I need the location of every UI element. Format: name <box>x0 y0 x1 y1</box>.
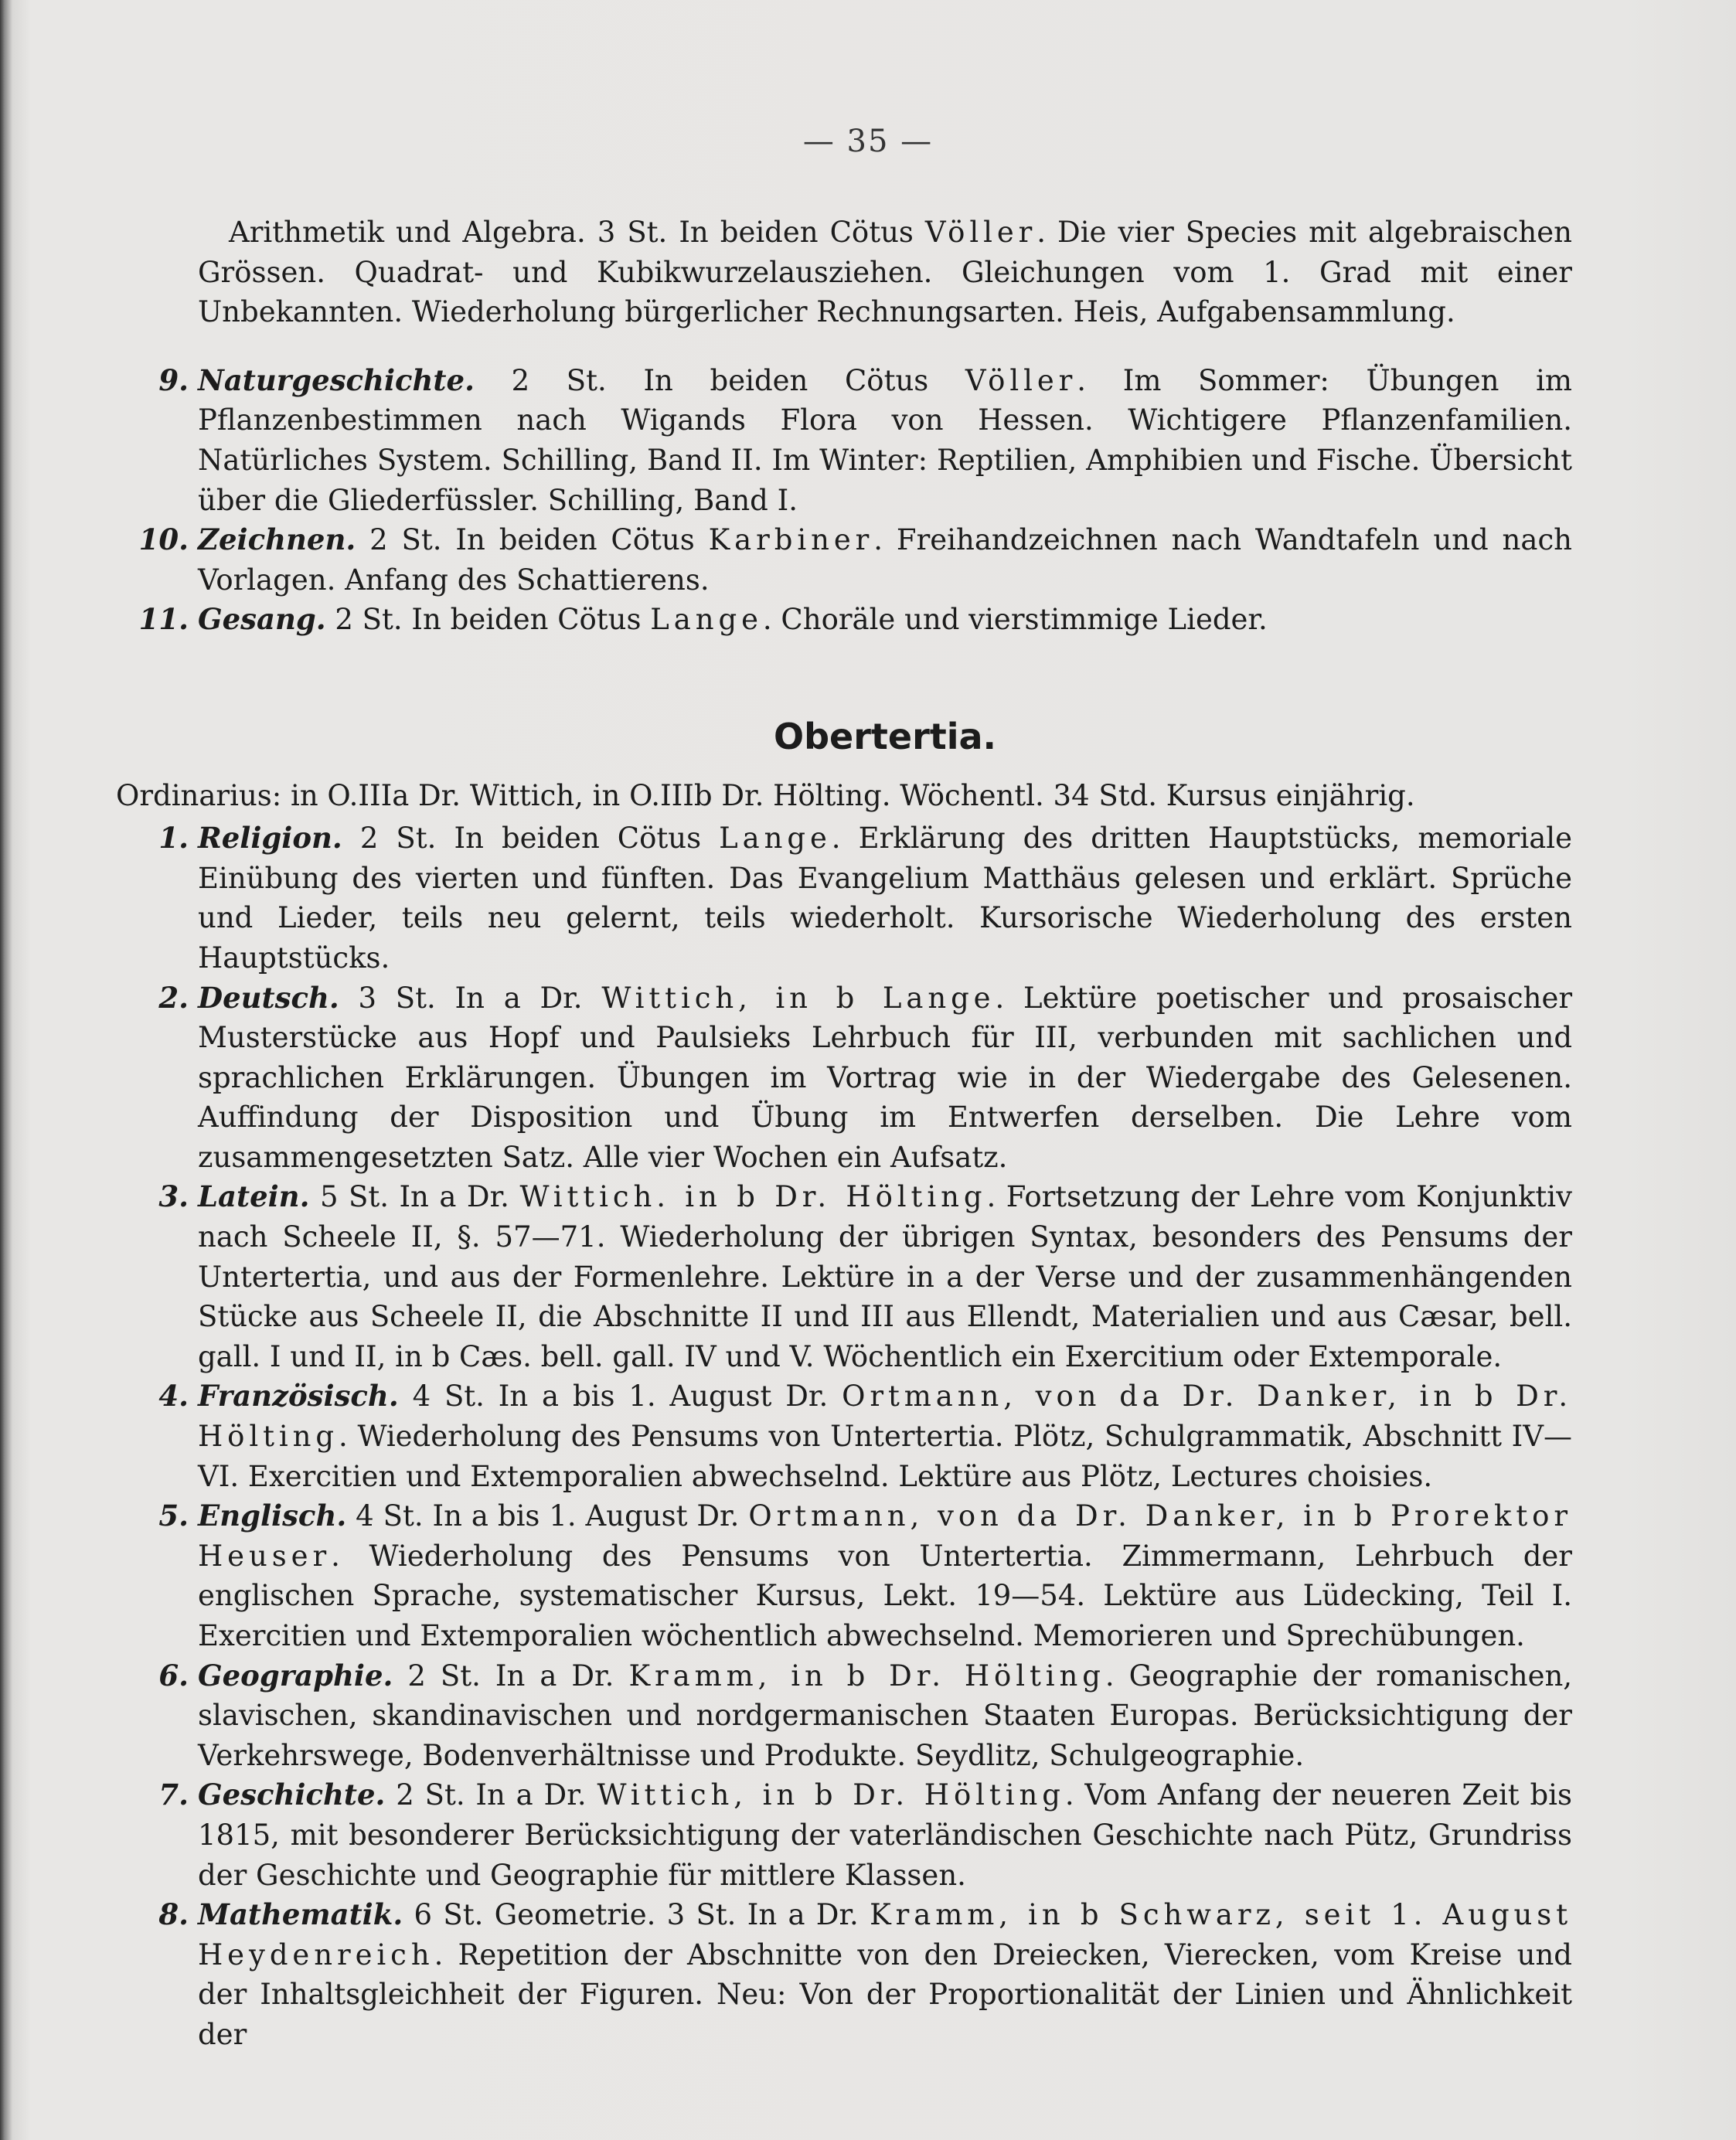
item-hours: 2 St. <box>359 822 437 856</box>
item-body <box>198 1496 1572 1655</box>
item-text: . Freihandzeichnen nach Wandtafeln und nach Vorlagen. Anfang des Schattierens. <box>198 523 1572 597</box>
item-body <box>198 600 1572 640</box>
item-teacher: Karbiner <box>708 523 874 557</box>
item-hours: 3 St. <box>358 981 436 1015</box>
item-subject: Mathematik. <box>198 1897 403 1932</box>
item-text: . Lektüre poetischer und prosaischer Musterstücke aus Hopf und Paulsieks Lehrbuch für III, verbunden mit sachlichen und sprachlichen Erklärungen. Übungen im Vortrag wie in der Wiedergabe des Gelesenen. Auffindung der Disposition und Übung im Entwerfen derselben. Die Lehre vom zusammengesetzten Satz. Alle vier Wochen ein Aufsatz. <box>198 981 1573 1174</box>
item-number: 11. <box>138 602 189 637</box>
item-body <box>198 818 1572 978</box>
item-subject: Französisch. <box>198 1379 399 1414</box>
item-teacher: Kramm, in b Schwarz, seit 1. August Heydenreich <box>198 1898 1572 1972</box>
item-number: 1. <box>158 821 189 856</box>
item-subject: Geschichte. <box>198 1778 386 1812</box>
item-pre: Geometrie. 3 St. In a Dr. <box>494 1898 859 1932</box>
item-hours: 2 St. <box>369 523 442 557</box>
list-item <box>116 1775 1572 1895</box>
item-number: 4. <box>158 1379 189 1414</box>
item-number: 6. <box>158 1658 189 1693</box>
item-hours: 5 St. <box>319 1180 389 1214</box>
item-text: . Wiederholung des Pensums von Untertertia. Zimmermann, Lehrbuch der englischen Sprache, systematischer Kursus, Lekt. 19—54. Lektüre aus Lüdecking, Teil I. Exercitien und Extemporalien wöchentlich abwechselnd. Memorieren und Sprechübungen. <box>198 1539 1572 1652</box>
item-pre: In a Dr. <box>399 1180 509 1214</box>
item-pre: In a bis 1. August Dr. <box>498 1380 829 1414</box>
list-item <box>116 1895 1572 2054</box>
item-body <box>198 1177 1572 1376</box>
item-body <box>198 978 1572 1178</box>
item-number: 10. <box>138 522 189 557</box>
item-number: 9. <box>158 362 189 397</box>
item-number: 8. <box>158 1897 189 1932</box>
item-text: . Vom Anfang der neueren Zeit bis 1815, mit besonderer Berücksichtigung der vaterländischen Geschichte nach Pütz, Grundriss der Geschichte und Geographie für mittlere Klassen. <box>198 1778 1572 1892</box>
list-item <box>116 1656 1572 1776</box>
list-item <box>116 978 1572 1178</box>
item-text: . Erklärung des dritten Hauptstücks, memoriale Einübung des vierten und fünften. Das Evangelium Matthäus gelesen und erklärt. Sprüche und Lieder, teils neu gelernt, teils wiederholt. Kursorische Wiederholung des ersten Hauptstücks. <box>198 822 1572 975</box>
section-title: Obertertia. <box>773 715 997 757</box>
item-teacher: Wittich, in b Lange <box>601 981 996 1015</box>
item-body <box>198 520 1572 600</box>
subject-list <box>116 818 1572 2054</box>
item-hours: 2 St. <box>407 1659 481 1693</box>
item-pre: In beiden Cötus <box>455 523 695 557</box>
page-body <box>116 184 1572 2055</box>
item-subject: Gesang. <box>198 602 326 637</box>
item-teacher: Kramm, in b Dr. Hölting <box>628 1659 1105 1693</box>
page-number: — 35 — <box>802 124 934 159</box>
item-text: . Im Sommer: Übungen im Pflanzenbestimmen nach Wigands Flora von Hessen. Wichtigere Pflanzenfamilien. Natürliches System. Schilling, Band II. Im Winter: Reptilien, Amphibien und Fische. Übersicht über die Gliederfüssler. Schilling, Band I. <box>198 363 1573 517</box>
intro-text: . Die vier Species mit algebraischen Grössen. Quadrat- und Kubikwurzelausziehen. Gleichungen vom 1. Grad mit einer Unbekannten. Wiederholung bürgerlicher Rechnungsarten. Heis, Aufgabensammlung. <box>198 216 1572 329</box>
intro-subject: Arithmetik und Algebra. <box>229 216 586 249</box>
item-number: 7. <box>158 1778 189 1812</box>
item-teacher: Lange <box>650 603 763 637</box>
list-item <box>116 1177 1572 1376</box>
item-hours: 4 St. <box>356 1499 424 1533</box>
item-subject: Religion. <box>198 821 342 856</box>
intro-hours: 3 St. <box>597 216 668 249</box>
item-number: 3. <box>158 1179 189 1214</box>
item-subject: Deutsch. <box>198 980 339 1015</box>
item-text: . Choräle und vierstimmige Lieder. <box>762 603 1268 637</box>
item-teacher: Ortmann, von da Dr. Danker, in b Prorektor Heuser <box>198 1499 1572 1573</box>
list-item <box>116 818 1572 978</box>
item-pre: In beiden Cötus <box>643 363 929 397</box>
item-text: . Repetition der Abschnitte von den Dreiecken, Vierecken, vom Kreise und der Inhaltsgleichheit der Figuren. Neu: Von der Proportionalität der Linien und Ähnlichkeit der <box>198 1938 1572 2051</box>
ordinarius-line: Ordinarius: in O.IIIa Dr. Wittich, in O.IIIb Dr. Hölting. Wöchentl. 34 Std. Kursus einjährig. <box>116 778 1415 812</box>
list-item <box>116 1376 1572 1496</box>
list-item <box>116 1496 1572 1655</box>
item-pre: In beiden Cötus <box>411 603 642 637</box>
item-teacher: Völler <box>965 363 1077 397</box>
item-hours: 2 St. <box>335 603 403 637</box>
item-text: . Wiederholung des Pensums von Untertertia. Plötz, Schulgrammatik, Abschnitt IV—VI. Exercitien und Extemporalien abwechselnd. Lektüre aus Plötz, Lectures choisies. <box>198 1420 1572 1493</box>
item-pre: In beiden Cötus <box>454 822 702 856</box>
item-text: . Fortsetzung der Lehre vom Konjunktiv nach Scheele II, §. 57—71. Wiederholung der übrigen Syntax, besonders des Pensums der Untertertia, und aus der Formenlehre. Lektüre in a der Verse und der zusammenhängenden Stücke aus Scheele II, die Abschnitte II und III aus Ellendt, Materialien und aus Cæsar, bell. gall. I und II, in b Cæs. bell. gall. IV und V. Wöchentlich ein Exercitium oder Extemporale. <box>198 1180 1573 1373</box>
item-number: 5. <box>158 1499 189 1533</box>
item-teacher: Wittich. in b Dr. Hölting <box>519 1180 987 1214</box>
item-subject: Geographie. <box>198 1658 393 1693</box>
item-number: 2. <box>158 980 189 1015</box>
item-subject: Englisch. <box>198 1499 347 1533</box>
intro-teacher: Völler <box>924 216 1037 249</box>
item-body <box>198 1895 1572 2054</box>
item-hours: 6 St. <box>414 1898 484 1932</box>
item-pre: In a Dr. <box>475 1778 587 1812</box>
list-item <box>116 361 1572 520</box>
list-item <box>116 600 1572 640</box>
item-body <box>198 1775 1572 1895</box>
item-teacher: Ortmann, von da Dr. Danker, in b Dr. Hölting <box>198 1380 1572 1454</box>
item-subject: Naturgeschichte. <box>198 362 475 397</box>
list-item <box>116 520 1572 600</box>
item-body <box>198 1376 1572 1496</box>
item-pre: In a bis 1. August Dr. <box>432 1499 740 1533</box>
item-hours: 4 St. <box>412 1380 485 1414</box>
item-subject: Latein. <box>198 1179 310 1214</box>
item-hours: 2 St. <box>511 363 607 397</box>
arithmetic-paragraph <box>116 213 1572 332</box>
item-pre: In a Dr. <box>495 1659 614 1693</box>
item-hours: 2 St. <box>396 1778 465 1812</box>
item-pre: In a Dr. <box>454 981 583 1015</box>
item-teacher: Wittich, in b Dr. Hölting <box>597 1778 1065 1812</box>
items-before-list <box>116 361 1572 640</box>
item-text: . Geographie der romanischen, slavischen, skandinavischen und nordgermanischen Staaten Europas. Berücksichtigung der Verkehrswege, Bodenverhältnisse und Produkte. Seydlitz, Schulgeographie. <box>198 1659 1573 1772</box>
item-body <box>198 361 1572 520</box>
item-subject: Zeichnen. <box>198 522 356 557</box>
item-teacher: Lange <box>719 822 832 856</box>
intro-pre: In beiden Cötus <box>679 216 914 249</box>
item-body <box>198 1656 1572 1776</box>
